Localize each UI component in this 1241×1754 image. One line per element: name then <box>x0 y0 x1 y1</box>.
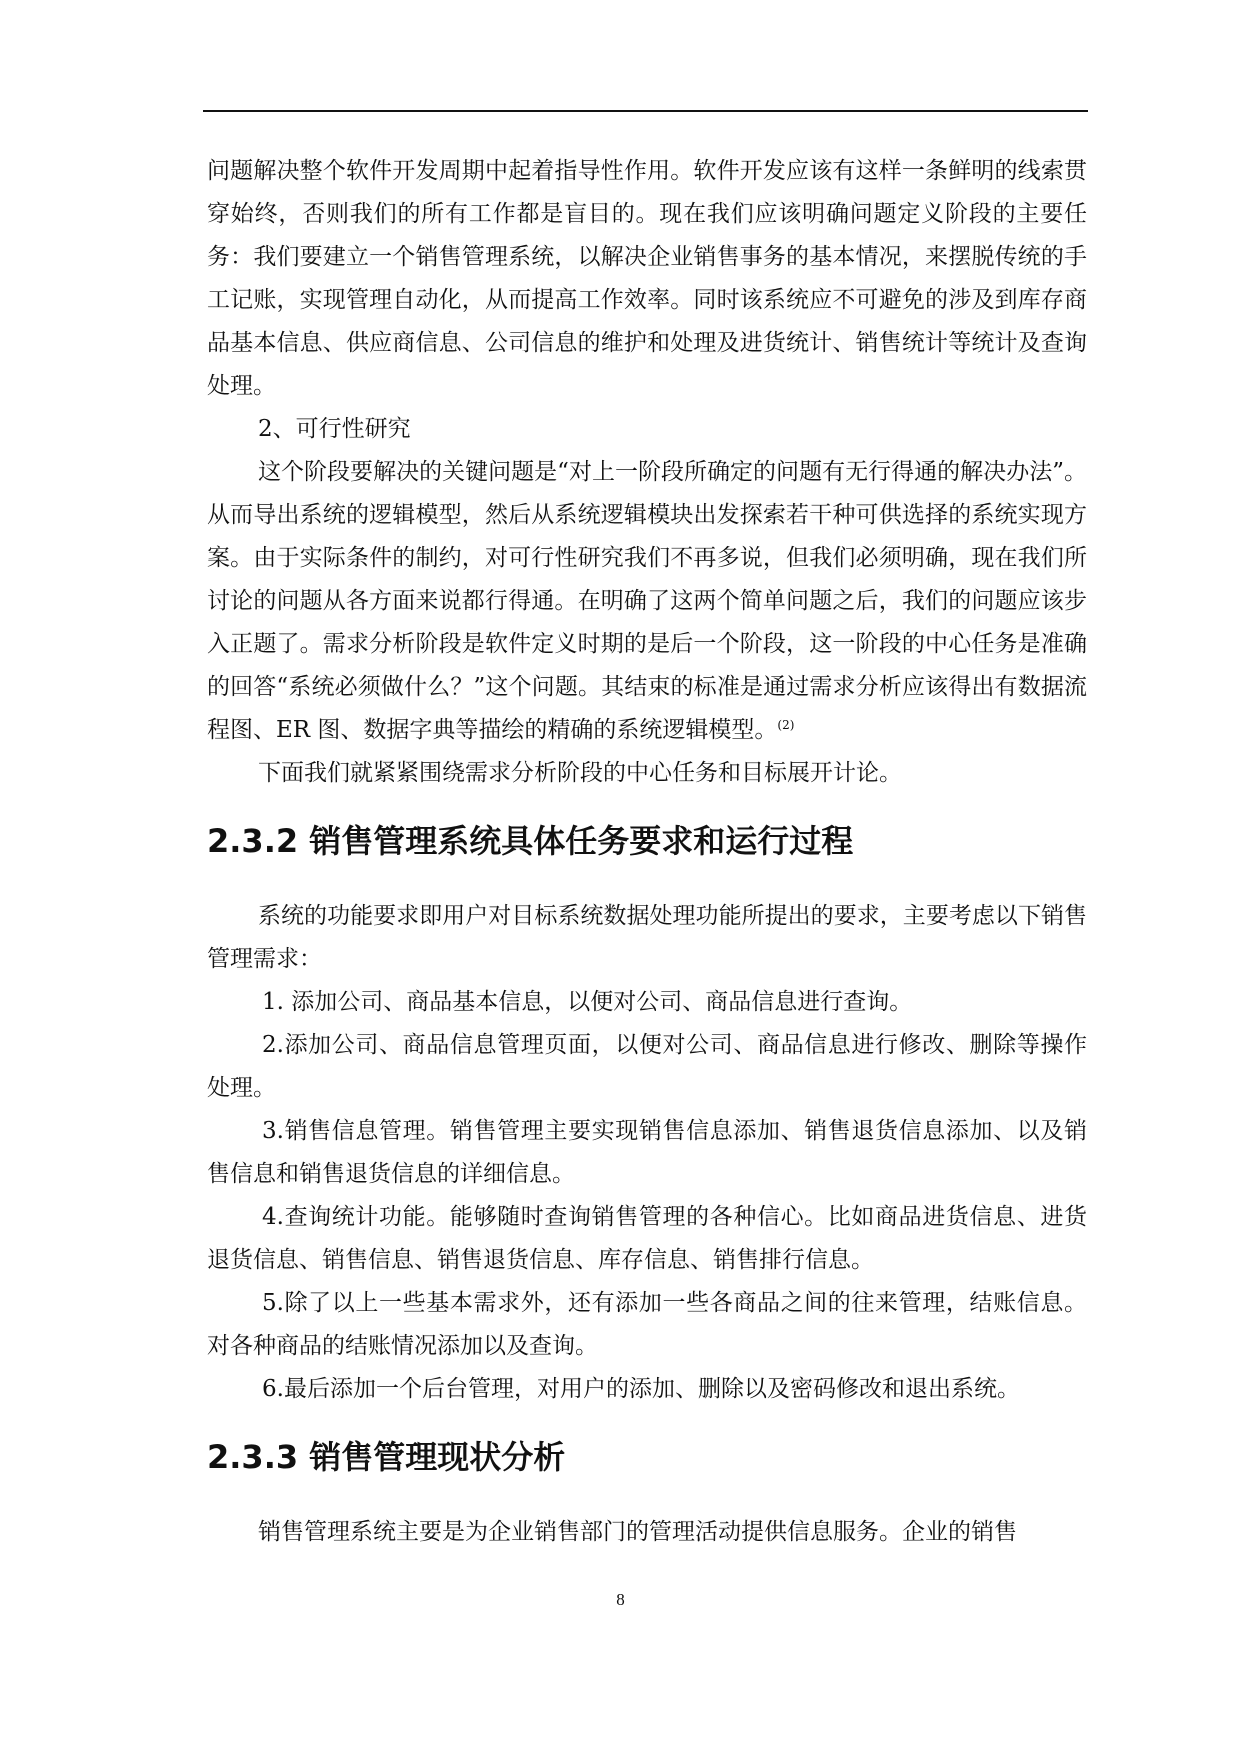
requirement-item-5: 5.除了以上一些基本需求外，还有添加一些各商品之间的往来管理，结账信息。对各种商品的结账情况添加以及查询。 <box>207 1290 1087 1359</box>
header-rule <box>203 110 1088 112</box>
paragraph-feasibility <box>207 451 1087 752</box>
requirement-item-2: 2.添加公司、商品信息管理页面，以便对公司、商品信息进行修改、删除等操作处理。 <box>207 1032 1087 1101</box>
subheading-feasibility: 2、可行性研究 <box>258 416 411 442</box>
paragraph-problem-definition: 问题解决整个软件开发周期中起着指导性作用。软件开发应该有这样一条鲜明的线索贯穿始终，否则我们的所有工作都是盲目的。现在我们应该明确问题定义阶段的主要任务：我们要建立一个销售管理系统，以解决企业销售事务的基本情况，来摆脱传统的手工记账，实现管理自动化，从而提高工作效率。同时该系统应不可避免的涉及到库存商品基本信息、供应商信息、公司信息的维护和处理及进货统计、销售统计等统计及查询处理。 <box>207 158 1087 399</box>
section-232-intro: 系统的功能要求即用户对目标系统数据处理功能所提出的要求，主要考虑以下销售管理需求： <box>207 903 1087 972</box>
section-heading-233: 2.3.3 销售管理现状分析 <box>207 1438 566 1476</box>
footnote-ref: (2) <box>777 718 795 732</box>
section-heading-232: 2.3.2 销售管理系统具体任务要求和运行过程 <box>207 822 854 860</box>
paragraph-feasibility-text: 这个阶段要解决的关键问题是“对上一阶段所确定的问题有无行得通的解决办法”。从而导出系统的逻辑模型，然后从系统逻辑模块出发探索若干种可供选择的系统实现方案。由于实际条件的制约，对可行性研究我们不再多说，但我们必须明确，现在我们所讨论的问题从各方面来说都行得通。在明确了这两个简单问题之后，我们的问题应该步入正题了。需求分析阶段是软件定义时期的是后一个阶段，这一阶段的中心任务是准确的回答“系统必须做什么？”这个问题。其结束的标准是通过需求分析应该得出有数据流程图、ER 图、数据字典等描绘的精确的系统逻辑模型。 <box>207 459 1087 743</box>
section-233-intro: 销售管理系统主要是为企业销售部门的管理活动提供信息服务。企业的销售 <box>258 1519 1017 1545</box>
page-number: 8 <box>616 1590 625 1609</box>
requirement-item-6: 6.最后添加一个后台管理，对用户的添加、删除以及密码修改和退出系统。 <box>262 1376 1020 1402</box>
requirement-item-3: 3.销售信息管理。销售管理主要实现销售信息添加、销售退货信息添加、以及销售信息和销售退货信息的详细信息。 <box>207 1118 1087 1187</box>
paragraph-transition: 下面我们就紧紧围绕需求分析阶段的中心任务和目标展开计论。 <box>258 760 902 786</box>
requirement-item-1: 1. 添加公司、商品基本信息，以便对公司、商品信息进行查询。 <box>262 989 913 1015</box>
requirement-item-4: 4.查询统计功能。能够随时查询销售管理的各种信心。比如商品进货信息、进货退货信息、销售信息、销售退货信息、库存信息、销售排行信息。 <box>207 1204 1087 1273</box>
document-body <box>207 150 1087 1554</box>
